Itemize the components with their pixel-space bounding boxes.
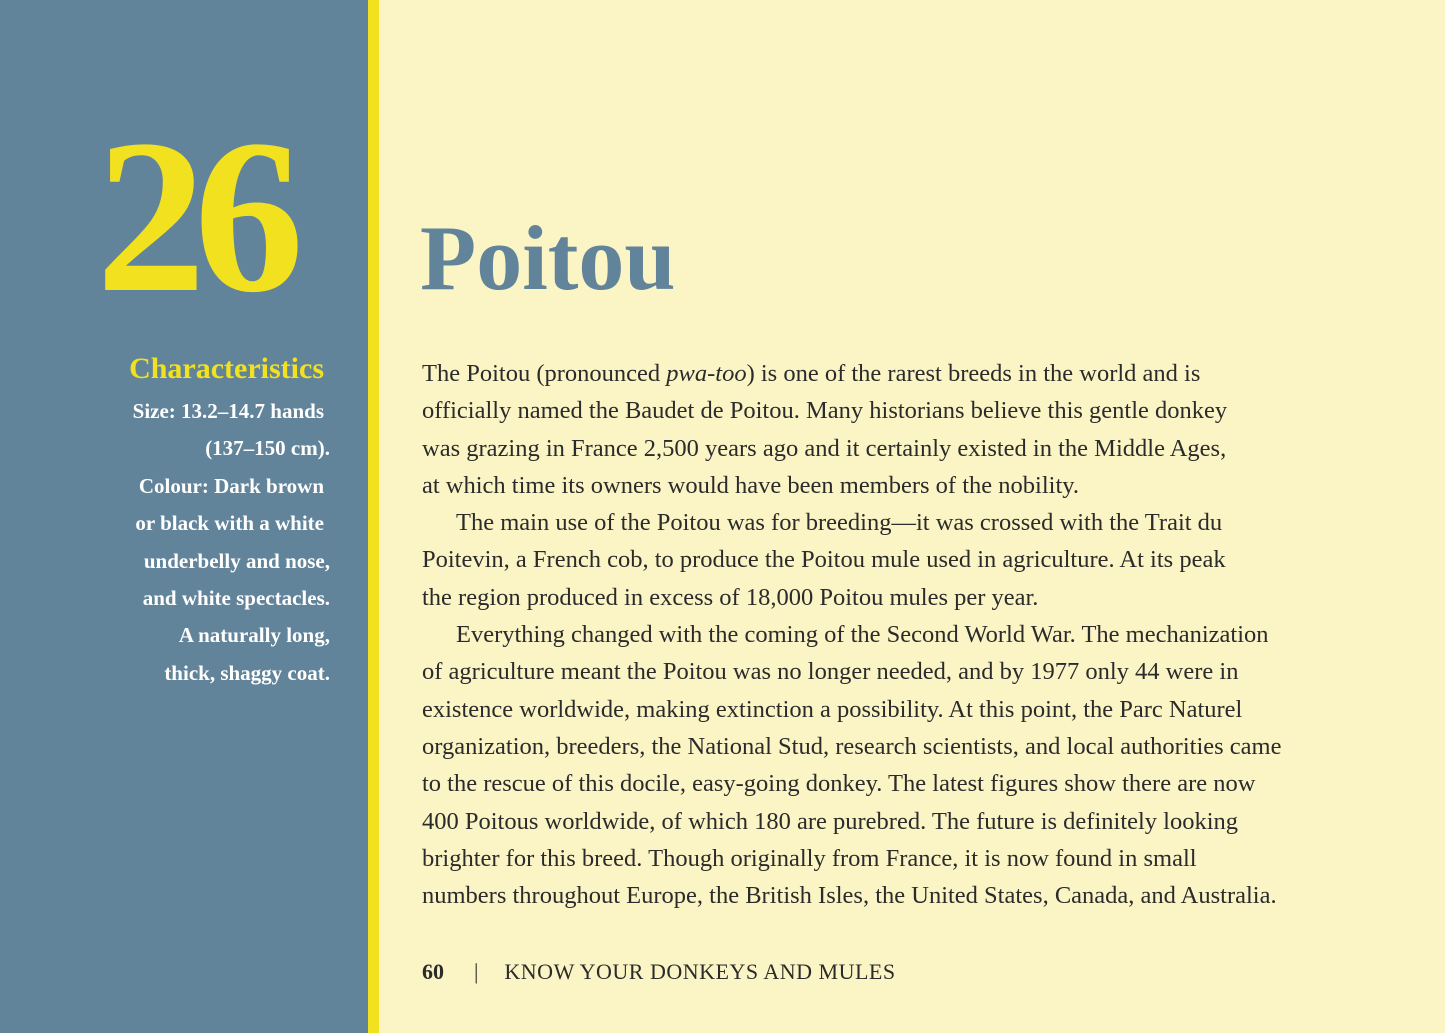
body-line (422, 355, 1342, 392)
body-line: of agriculture meant the Poitou was no longer needed, and by 1977 only 44 were in (422, 658, 1239, 686)
sidebar-divider-stripe (368, 0, 379, 1033)
body-line: The main use of the Poitou was for breeding—it was crossed with the Trait du (456, 509, 1223, 537)
body-line: numbers throughout Europe, the British Isles, the United States, Canada, and Australia. (422, 882, 1277, 910)
body-line: 400 Poitous worldwide, of which 180 are purebred. The future is definitely looking (422, 807, 1239, 835)
entry-number: 26 (96, 94, 292, 338)
page-title: Poitou (420, 207, 676, 309)
body-line: to the rescue of this docile, easy-going donkey. The latest figures show there are now (422, 770, 1256, 798)
book-title: KNOW YOUR DONKEYS AND MULES (504, 959, 896, 984)
body-line: organization, breeders, the National Stud, research scientists, and local authorities came (422, 732, 1282, 760)
body-line: was grazing in France 2,500 years ago and it certainly existed in the Middle Ages, (422, 434, 1227, 462)
characteristics-line: A naturally long, (178, 623, 330, 648)
characteristics-list (40, 396, 330, 695)
page-footer (422, 956, 896, 988)
body-line: officially named the Baudet de Poitou. Many historians believe this gentle donkey (422, 397, 1228, 425)
body-line-start: The Poitou (pronounced (422, 360, 667, 387)
footer-separator: | (474, 959, 479, 984)
characteristics-line: and white spectacles. (142, 585, 330, 610)
characteristics-line: underbelly and nose, (143, 548, 330, 573)
body-line: at which time its owners would have been members of the nobility. (422, 471, 1080, 499)
characteristics-heading: Characteristics (129, 352, 324, 385)
body-line-end: ) is one of the rarest breeds in the world and is (746, 360, 1201, 387)
characteristics-line: Colour: Dark brown (138, 473, 324, 498)
page-number: 60 (422, 959, 444, 984)
body-text (422, 355, 1342, 914)
characteristics-line: (137–150 cm). (205, 436, 330, 461)
characteristics-line: thick, shaggy coat. (164, 660, 330, 685)
characteristics-line: or black with a white (135, 511, 324, 536)
body-line: Everything changed with the coming of the Second World War. The mechanization (456, 621, 1269, 649)
body-line: the region produced in excess of 18,000 Poitou mules per year. (422, 583, 1039, 611)
body-line: brighter for this breed. Though originally from France, it is now found in small (422, 844, 1197, 872)
characteristics-line: Size: 13.2–14.7 hands (132, 399, 324, 423)
body-line: Poitevin, a French cob, to produce the Poitou mule used in agriculture. At its peak (422, 546, 1226, 574)
body-line: existence worldwide, making extinction a possibility. At this point, the Parc Naturel (422, 695, 1243, 723)
pronunciation-italic: pwa-too (666, 360, 747, 387)
